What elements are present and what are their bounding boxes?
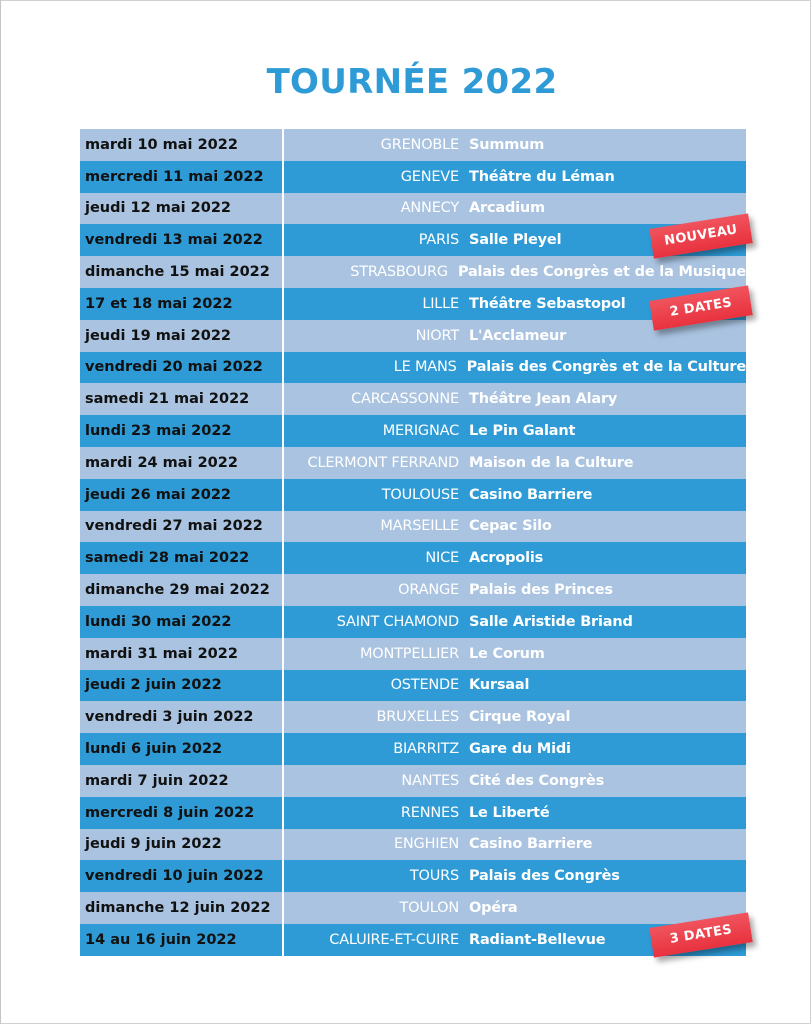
- venue-cell: Palais des Congrès: [469, 868, 620, 885]
- venue-cell: Théâtre Jean Alary: [469, 391, 618, 408]
- city-cell: CARCASSONNE: [351, 391, 459, 408]
- table-row: [80, 892, 746, 924]
- table-row: [80, 447, 746, 479]
- city-cell: MARSEILLE: [380, 518, 459, 535]
- venue-cell: Cité des Congrès: [469, 772, 605, 789]
- city-cell: ANNECY: [400, 200, 459, 217]
- city-cell: BRUXELLES: [376, 709, 459, 726]
- venue-cell: Cirque Royal: [469, 709, 571, 726]
- tour-schedule-table: [80, 129, 746, 956]
- table-row: [80, 415, 746, 447]
- table-row: [80, 383, 746, 415]
- table-row: [80, 224, 746, 256]
- venue-cell: Kursaal: [469, 677, 530, 694]
- city-cell: CLERMONT FERRAND: [307, 454, 459, 471]
- venue-cell: Casino Barriere: [469, 836, 593, 853]
- city-cell: ENGHIEN: [393, 836, 459, 853]
- date-cell: vendredi 20 mai 2022: [85, 359, 263, 376]
- date-cell: 17 et 18 mai 2022: [85, 295, 233, 312]
- venue-cell: Arcadium: [469, 200, 545, 217]
- city-cell: ORANGE: [398, 582, 459, 599]
- venue-cell: Maison de la Culture: [469, 454, 634, 471]
- date-cell: lundi 30 mai 2022: [85, 613, 232, 630]
- city-cell: GRENOBLE: [380, 136, 459, 153]
- table-row: [80, 574, 746, 606]
- date-cell: vendredi 27 mai 2022: [85, 518, 263, 535]
- city-cell: MERIGNAC: [382, 423, 459, 440]
- city-cell: NIORT: [415, 327, 459, 344]
- venue-cell: Acropolis: [469, 550, 544, 567]
- venue-cell: Palais des Princes: [469, 582, 613, 599]
- table-row: [80, 765, 746, 797]
- table-row: [80, 638, 746, 670]
- city-cell: LE MANS: [393, 359, 457, 376]
- city-cell: GENEVE: [400, 168, 459, 185]
- city-cell: RENNES: [400, 804, 459, 821]
- city-cell: MONTPELLIER: [359, 645, 459, 662]
- table-row: [80, 479, 746, 511]
- date-cell: jeudi 26 mai 2022: [85, 486, 232, 503]
- table-row: [80, 670, 746, 702]
- city-cell: STRASBOURG: [350, 264, 448, 281]
- sticker-two-dates: 2 DATES: [649, 285, 752, 330]
- venue-cell: Le Corum: [469, 645, 545, 662]
- table-row: [80, 320, 746, 352]
- city-cell: NANTES: [401, 772, 459, 789]
- table-row: [80, 542, 746, 574]
- date-cell: 14 au 16 juin 2022: [85, 931, 237, 948]
- city-cell: NICE: [425, 550, 459, 567]
- venue-cell: Summum: [469, 136, 545, 153]
- page-title: TOURNÉE 2022: [266, 62, 558, 102]
- city-cell: TOULON: [399, 900, 459, 917]
- date-cell: samedi 21 mai 2022: [85, 391, 250, 408]
- city-cell: TOULOUSE: [381, 486, 459, 503]
- table-row: [80, 733, 746, 765]
- venue-cell: Casino Barriere: [469, 486, 593, 503]
- venue-cell: Salle Pleyel: [469, 232, 562, 249]
- date-cell: dimanche 12 juin 2022: [85, 900, 271, 917]
- date-cell: lundi 23 mai 2022: [85, 423, 232, 440]
- city-cell: OSTENDE: [390, 677, 459, 694]
- date-cell: jeudi 2 juin 2022: [85, 677, 222, 694]
- date-cell: jeudi 9 juin 2022: [85, 836, 222, 853]
- date-cell: mardi 24 mai 2022: [85, 454, 238, 471]
- venue-cell: Radiant-Bellevue: [469, 931, 606, 948]
- date-cell: jeudi 12 mai 2022: [85, 200, 232, 217]
- venue-cell: Salle Aristide Briand: [469, 613, 633, 630]
- table-row: [80, 129, 746, 161]
- table-row: [80, 924, 746, 956]
- date-cell: lundi 6 juin 2022: [85, 741, 223, 758]
- date-cell: mardi 31 mai 2022: [85, 645, 238, 662]
- table-row: [80, 352, 746, 384]
- sticker-nouveau: NOUVEAU: [649, 213, 752, 258]
- date-cell: samedi 28 mai 2022: [85, 550, 250, 567]
- venue-cell: L'Acclameur: [469, 327, 567, 344]
- city-cell: TOURS: [409, 868, 459, 885]
- table-row: [80, 606, 746, 638]
- venue-cell: Palais des Congrès et de la Musique: [457, 264, 746, 281]
- city-cell: LILLE: [422, 295, 459, 312]
- city-cell: BIARRITZ: [393, 741, 459, 758]
- table-row: [80, 701, 746, 733]
- venue-cell: Cepac Silo: [469, 518, 552, 535]
- date-cell: mercredi 11 mai 2022: [85, 168, 264, 185]
- venue-cell: Palais des Congrès et de la Culture: [466, 359, 746, 376]
- table-row: [80, 256, 746, 288]
- table-row: [80, 797, 746, 829]
- venue-cell: Théâtre Sebastopol: [469, 295, 626, 312]
- city-cell: SAINT CHAMOND: [336, 613, 459, 630]
- city-cell: CALUIRE-ET-CUIRE: [329, 931, 459, 948]
- venue-cell: Le Pin Galant: [469, 423, 576, 440]
- table-row: [80, 288, 746, 320]
- venue-cell: Gare du Midi: [469, 741, 571, 758]
- date-cell: dimanche 15 mai 2022: [85, 264, 270, 281]
- venue-cell: Opéra: [469, 900, 518, 917]
- table-row: [80, 161, 746, 193]
- date-cell: jeudi 19 mai 2022: [85, 327, 232, 344]
- date-cell: mardi 7 juin 2022: [85, 772, 229, 789]
- sticker-three-dates: 3 DATES: [649, 912, 752, 957]
- table-row: [80, 511, 746, 543]
- table-row: [80, 829, 746, 861]
- date-cell: vendredi 3 juin 2022: [85, 709, 254, 726]
- city-cell: PARIS: [418, 232, 459, 249]
- date-cell: dimanche 29 mai 2022: [85, 582, 270, 599]
- date-cell: vendredi 10 juin 2022: [85, 868, 264, 885]
- venue-cell: Le Liberté: [469, 804, 550, 821]
- date-cell: vendredi 13 mai 2022: [85, 232, 263, 249]
- table-row: [80, 193, 746, 225]
- date-cell: mercredi 8 juin 2022: [85, 804, 255, 821]
- venue-cell: Théâtre du Léman: [469, 168, 615, 185]
- table-row: [80, 860, 746, 892]
- date-cell: mardi 10 mai 2022: [85, 136, 238, 153]
